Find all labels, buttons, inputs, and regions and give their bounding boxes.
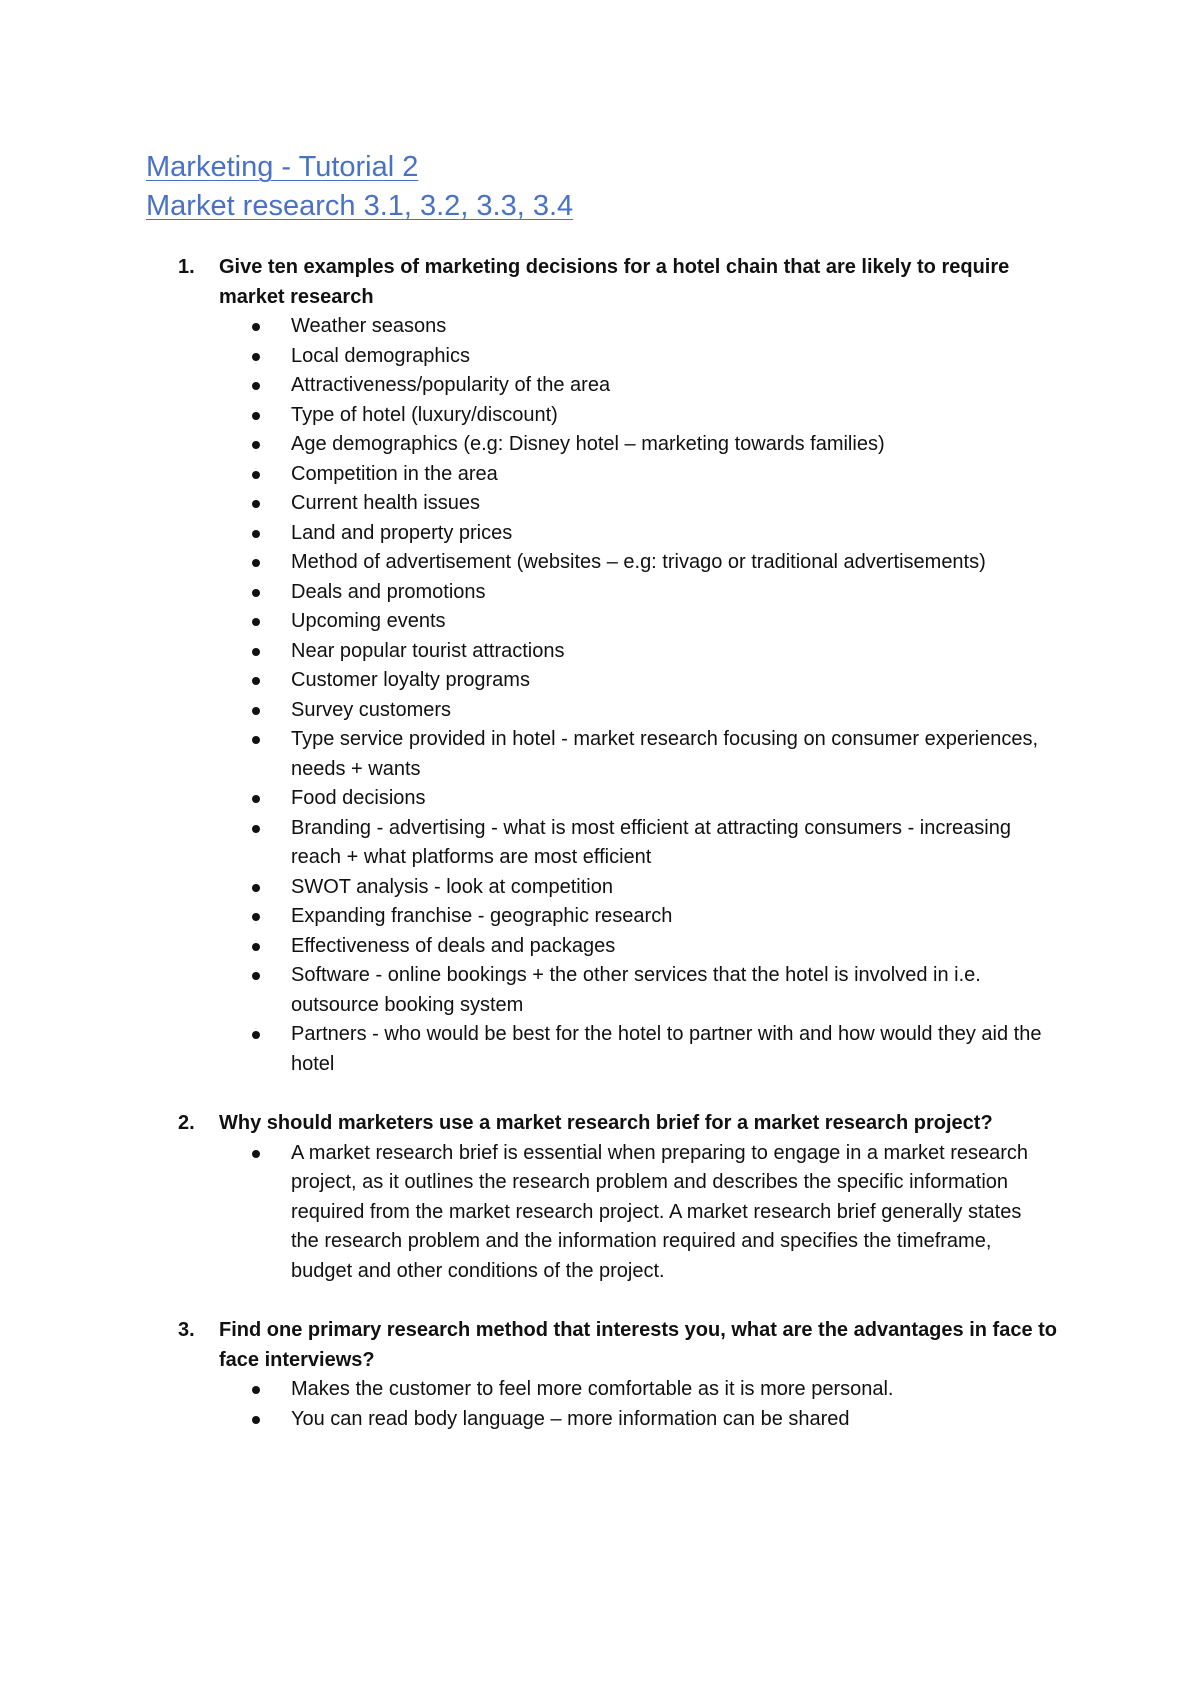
bullet-icon [252, 1031, 260, 1039]
list-item [291, 607, 1051, 637]
list-item-text: Survey customers [291, 698, 452, 721]
list-item [291, 873, 1051, 903]
list-item-text: SWOT analysis - look at competition [291, 875, 613, 898]
list-item-text: A market research brief is essential when preparing to engage in a market research project, as it outlines the research problem and describes the specific information required from the market research project. A market research brief generally states the research problem and the information required and specifies the timeframe, budget and other conditions of the project. [291, 1141, 1029, 1282]
list-item-text: Competition in the area [291, 462, 498, 485]
list-item-text: You can read body language – more information can be shared [291, 1407, 850, 1430]
question-text: Why should marketers use a market research brief for a market research project? [219, 1112, 993, 1134]
question-1 [178, 253, 1078, 1079]
list-item-text: Deals and promotions [291, 580, 486, 603]
list-item-text: Effectiveness of deals and packages [291, 934, 616, 957]
bullet-icon [252, 530, 260, 538]
list-item [291, 1405, 1051, 1435]
question-number: 2. [178, 1112, 195, 1134]
answer-list [178, 1375, 1078, 1434]
list-item [291, 548, 1051, 578]
list-item [291, 902, 1051, 932]
bullet-icon [252, 972, 260, 980]
bullet-icon [252, 677, 260, 685]
list-item-text: Upcoming events [291, 610, 446, 632]
bullet-icon [252, 471, 260, 479]
list-item-text: Software - online bookings + the other services that the hotel is involved in i.e. outsource booking system [291, 964, 981, 1016]
list-item [291, 578, 1051, 608]
list-item-text: Type of hotel (luxury/discount) [291, 403, 558, 426]
bullet-icon [252, 618, 260, 626]
list-item [291, 430, 1051, 460]
question-3 [178, 1316, 1078, 1434]
list-item [291, 637, 1051, 667]
list-item [291, 696, 1051, 726]
list-item [291, 814, 1051, 873]
list-item-text: Expanding franchise - geographic research [291, 905, 673, 927]
bullet-icon [252, 353, 260, 361]
list-item-text: Type service provided in hotel - market research focusing on consumer experiences, needs + wants [291, 728, 1039, 780]
list-item-text: Near popular tourist attractions [291, 639, 565, 662]
list-item [291, 1375, 1051, 1405]
bullet-icon [252, 1416, 260, 1424]
bullet-icon [252, 1386, 260, 1394]
list-item [291, 725, 1051, 784]
list-item [291, 784, 1051, 814]
bullet-icon [252, 736, 260, 744]
bullet-icon [252, 707, 260, 715]
list-item [291, 1020, 1051, 1079]
bullet-icon [252, 323, 260, 331]
list-item-text: Weather seasons [291, 315, 447, 337]
list-item-text: Partners - who would be best for the hotel to partner with and how would they aid the hotel [291, 1023, 1042, 1075]
bullet-icon [252, 943, 260, 951]
bullet-icon [252, 559, 260, 567]
bullet-icon [252, 795, 260, 803]
bullet-icon [252, 884, 260, 892]
list-item-text: Method of advertisement (websites – e.g: trivago or traditional advertisements) [291, 551, 986, 573]
bullet-icon [252, 500, 260, 508]
list-item [291, 342, 1051, 372]
list-item-text: Customer loyalty programs [291, 669, 530, 691]
list-item [291, 401, 1051, 431]
list-item [291, 1139, 1051, 1287]
question-number: 3. [178, 1319, 195, 1341]
list-item-text: Local demographics [291, 344, 470, 367]
list-item-text: Food decisions [291, 787, 426, 809]
list-item-text: Branding - advertising - what is most efficient at attracting consumers - increasing reach + what platforms are most efficient [291, 816, 1011, 868]
bullet-icon [252, 441, 260, 449]
question-list [178, 253, 1078, 1464]
bullet-icon [252, 825, 260, 833]
bullet-icon [252, 589, 260, 597]
question-text: Give ten examples of marketing decisions for a hotel chain that are likely to require market research [219, 256, 1010, 308]
list-item-text: Land and property prices [291, 521, 513, 544]
question-2 [178, 1109, 1078, 1286]
question-text: Find one primary research method that interests you, what are the advantages in face to face interviews? [219, 1319, 1057, 1371]
list-item-text: Attractiveness/popularity of the area [291, 374, 611, 396]
list-item [291, 460, 1051, 490]
bullet-icon [252, 1150, 260, 1158]
list-item [291, 519, 1051, 549]
answer-list [178, 1139, 1078, 1287]
bullet-icon [252, 412, 260, 420]
list-item [291, 489, 1051, 519]
title-line-2: Market research 3.1, 3.2, 3.3, 3.4 [146, 190, 574, 222]
list-item [291, 932, 1051, 962]
list-item-text: Current health issues [291, 492, 480, 514]
bullet-icon [252, 648, 260, 656]
title-line-1: Marketing - Tutorial 2 [146, 151, 419, 183]
list-item [291, 666, 1051, 696]
list-item [291, 961, 1051, 1020]
list-item [291, 371, 1051, 401]
title-block [146, 148, 573, 226]
question-number: 1. [178, 256, 195, 278]
bullet-icon [252, 913, 260, 921]
list-item-text: Makes the customer to feel more comfortable as it is more personal. [291, 1378, 894, 1400]
bullet-icon [252, 382, 260, 390]
list-item [291, 312, 1051, 342]
answer-list [178, 312, 1078, 1079]
list-item-text: Age demographics (e.g: Disney hotel – marketing towards families) [291, 433, 885, 455]
